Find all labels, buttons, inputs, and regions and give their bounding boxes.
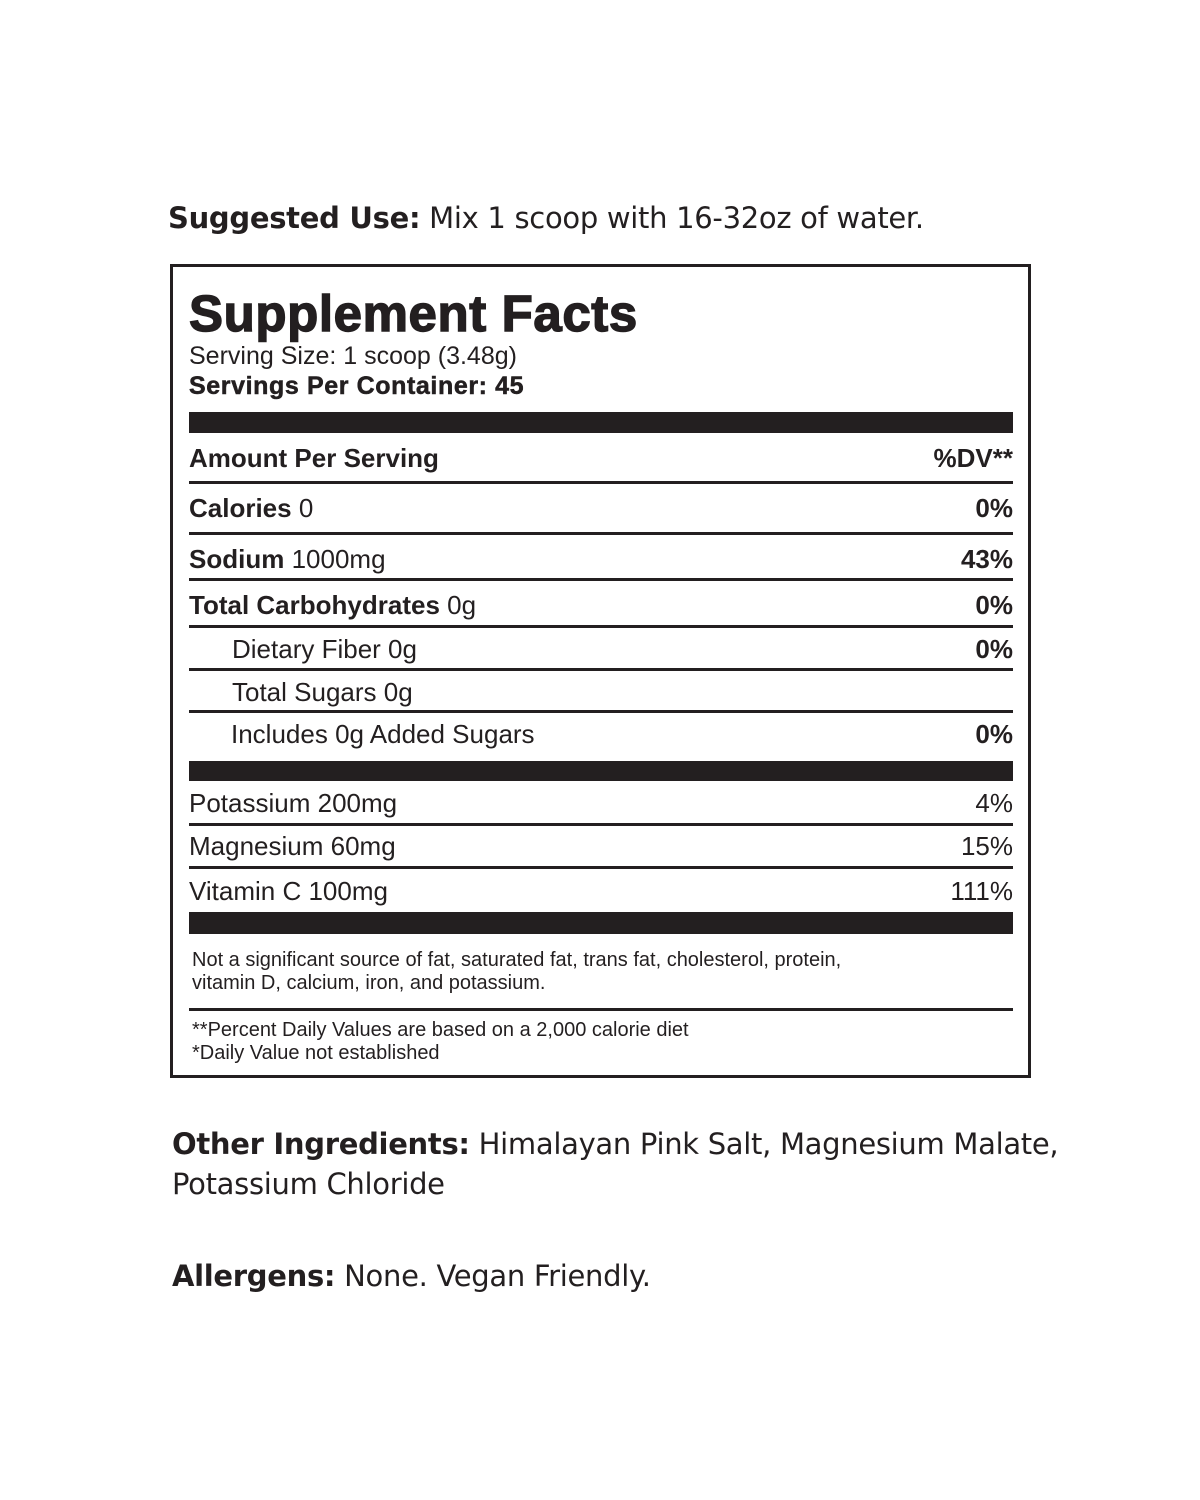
suggested-use-label: Suggested Use: <box>168 201 421 235</box>
suggested-use <box>168 198 924 238</box>
nutrient-name: Potassium 200mg <box>189 788 398 818</box>
allergens <box>172 1256 651 1296</box>
facts-row-vitamin-c <box>189 871 1013 911</box>
facts-row-sodium <box>189 539 1013 579</box>
footnote-line: *Daily Value not established <box>192 1042 440 1064</box>
footnotes <box>192 1019 1012 1065</box>
thick-divider <box>189 412 1013 433</box>
nutrient-name: Calories <box>189 493 292 523</box>
nutrient-dv: 43% <box>960 544 1013 574</box>
thick-divider <box>189 912 1013 934</box>
facts-row-total-sugars <box>189 672 1013 712</box>
facts-title: Supplement Facts <box>189 285 638 342</box>
divider <box>189 668 1013 671</box>
nutrient-name: Includes 0g Added Sugars <box>231 719 535 749</box>
nutrient-name: Total Sugars 0g <box>232 677 413 707</box>
allergens-label: Allergens: <box>172 1259 336 1293</box>
note-line: Not a significant source of fat, saturated fat, trans fat, cholesterol, protein, <box>192 949 842 971</box>
allergens-text: None. Vegan Friendly. <box>344 1259 651 1293</box>
facts-row-calories <box>189 488 1013 528</box>
nutrient-dv: 15% <box>960 831 1013 861</box>
divider <box>189 625 1013 628</box>
facts-row-added-sugars <box>189 714 1013 754</box>
nutrient-name: Dietary Fiber 0g <box>232 634 417 664</box>
nutrient-name: Vitamin C 100mg <box>189 876 388 906</box>
nutrient-dv: 0% <box>975 590 1013 620</box>
serving-size: Serving Size: 1 scoop (3.48g) <box>189 342 517 370</box>
nutrient-dv: 0% <box>975 493 1013 523</box>
other-ingredients-text-2: Potassium Chloride <box>172 1167 445 1201</box>
divider <box>189 578 1013 581</box>
nutrient-dv: 111% <box>950 876 1013 906</box>
nutrient-name: Magnesium 60mg <box>189 831 396 861</box>
nutrient-dv: 4% <box>975 788 1013 818</box>
nutrient-dv: 0% <box>975 719 1013 749</box>
servings-per-container: Servings Per Container: 45 <box>189 372 525 400</box>
nutrient-name: Sodium <box>189 544 285 574</box>
divider <box>189 866 1013 869</box>
facts-row-dietary-fiber <box>189 629 1013 669</box>
not-significant-note <box>192 949 1012 995</box>
divider <box>189 532 1013 535</box>
note-line: vitamin D, calcium, iron, and potassium. <box>192 972 546 994</box>
other-ingredients-text: Himalayan Pink Salt, Magnesium Malate, <box>478 1127 1059 1161</box>
divider <box>189 710 1013 713</box>
amount-per-serving-header <box>189 438 1013 478</box>
other-ingredients-label: Other Ingredients: <box>172 1127 470 1161</box>
facts-row-total-carbohydrates <box>189 585 1013 625</box>
facts-row-magnesium <box>189 826 1013 866</box>
facts-row-potassium <box>189 783 1013 823</box>
nutrient-amount: 1000mg <box>291 544 386 574</box>
supplement-facts-panel <box>170 264 1031 1078</box>
footnote-line: **Percent Daily Values are based on a 2,000 calorie diet <box>192 1019 689 1041</box>
thick-divider <box>189 761 1013 781</box>
amount-per-serving-label: Amount Per Serving <box>189 443 439 473</box>
divider <box>189 481 1013 484</box>
nutrient-dv: 0% <box>975 634 1013 664</box>
nutrient-amount: 0 <box>298 493 314 523</box>
suggested-use-text: Mix 1 scoop with 16-32oz of water. <box>429 201 924 235</box>
dv-header: %DV** <box>933 443 1013 473</box>
nutrient-name: Total Carbohydrates <box>189 590 440 620</box>
nutrient-amount: 0g <box>447 590 477 620</box>
other-ingredients <box>172 1124 1072 1204</box>
divider <box>189 1008 1013 1011</box>
